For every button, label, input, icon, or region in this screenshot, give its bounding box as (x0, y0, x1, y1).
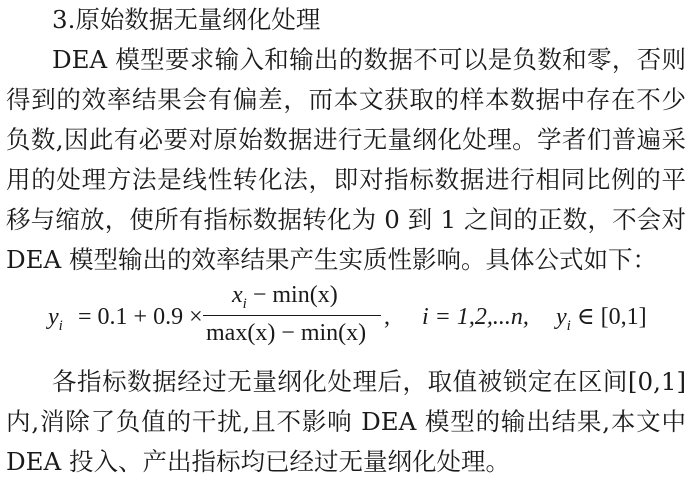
section-heading: 3.原始数据无量纲化处理 (52, 5, 321, 34)
normalization-formula (0, 280, 693, 360)
formula-numerator-var: x (232, 282, 243, 308)
paragraph-line: 得到的效率结果会有偏差，而本文获取的样本数据中存在不少 (6, 85, 686, 114)
paragraph-line: DEA 模型输出的效率结果产生实质性影响。具体公式如下： (6, 245, 658, 274)
formula-range-text: ∈ [0,1] (576, 304, 647, 330)
formula-index: i = 1,2,...n, (422, 304, 529, 330)
formula-lhs (48, 302, 63, 335)
formula-numerator (232, 280, 338, 313)
formula-lhs-sub: i (58, 318, 63, 334)
paragraph-line: 负数,因此有必要对原始数据进行无量纲化处理。学者们普遍采 (6, 125, 686, 154)
fraction-bar (203, 315, 381, 316)
paragraph-line: 内,消除了负值的干扰,且不影响 DEA 模型的输出结果,本文中 (6, 407, 686, 436)
paragraph-line: 用的处理方法是线性转化法，即对指标数据进行相同比例的平 (6, 165, 686, 194)
formula-lhs-var: y (48, 304, 59, 330)
formula-numerator-rest: − min(x) (252, 282, 338, 308)
paragraph-line: DEA 投入、产出指标均已经过无量纲化处理。 (6, 447, 511, 476)
formula-equals-expr: = 0.1 + 0.9 × (78, 304, 203, 330)
formula-comma: , (384, 304, 390, 330)
formula-range-sub: i (566, 318, 571, 334)
formula-range (556, 302, 647, 335)
paragraph-line: 各指标数据经过无量纲化处理后，取值被锁定在区间[0,1] (52, 367, 686, 396)
formula-numerator-sub: i (242, 296, 247, 312)
paragraph-line: 移与缩放，使所有指标数据转化为 0 到 1 之间的正数，不会对 (6, 205, 686, 234)
formula-range-var: y (556, 304, 567, 330)
paragraph-line: DEA 模型要求输入和输出的数据不可以是负数和零，否则 (52, 45, 686, 74)
formula-denominator: max(x) − min(x) (206, 320, 367, 346)
